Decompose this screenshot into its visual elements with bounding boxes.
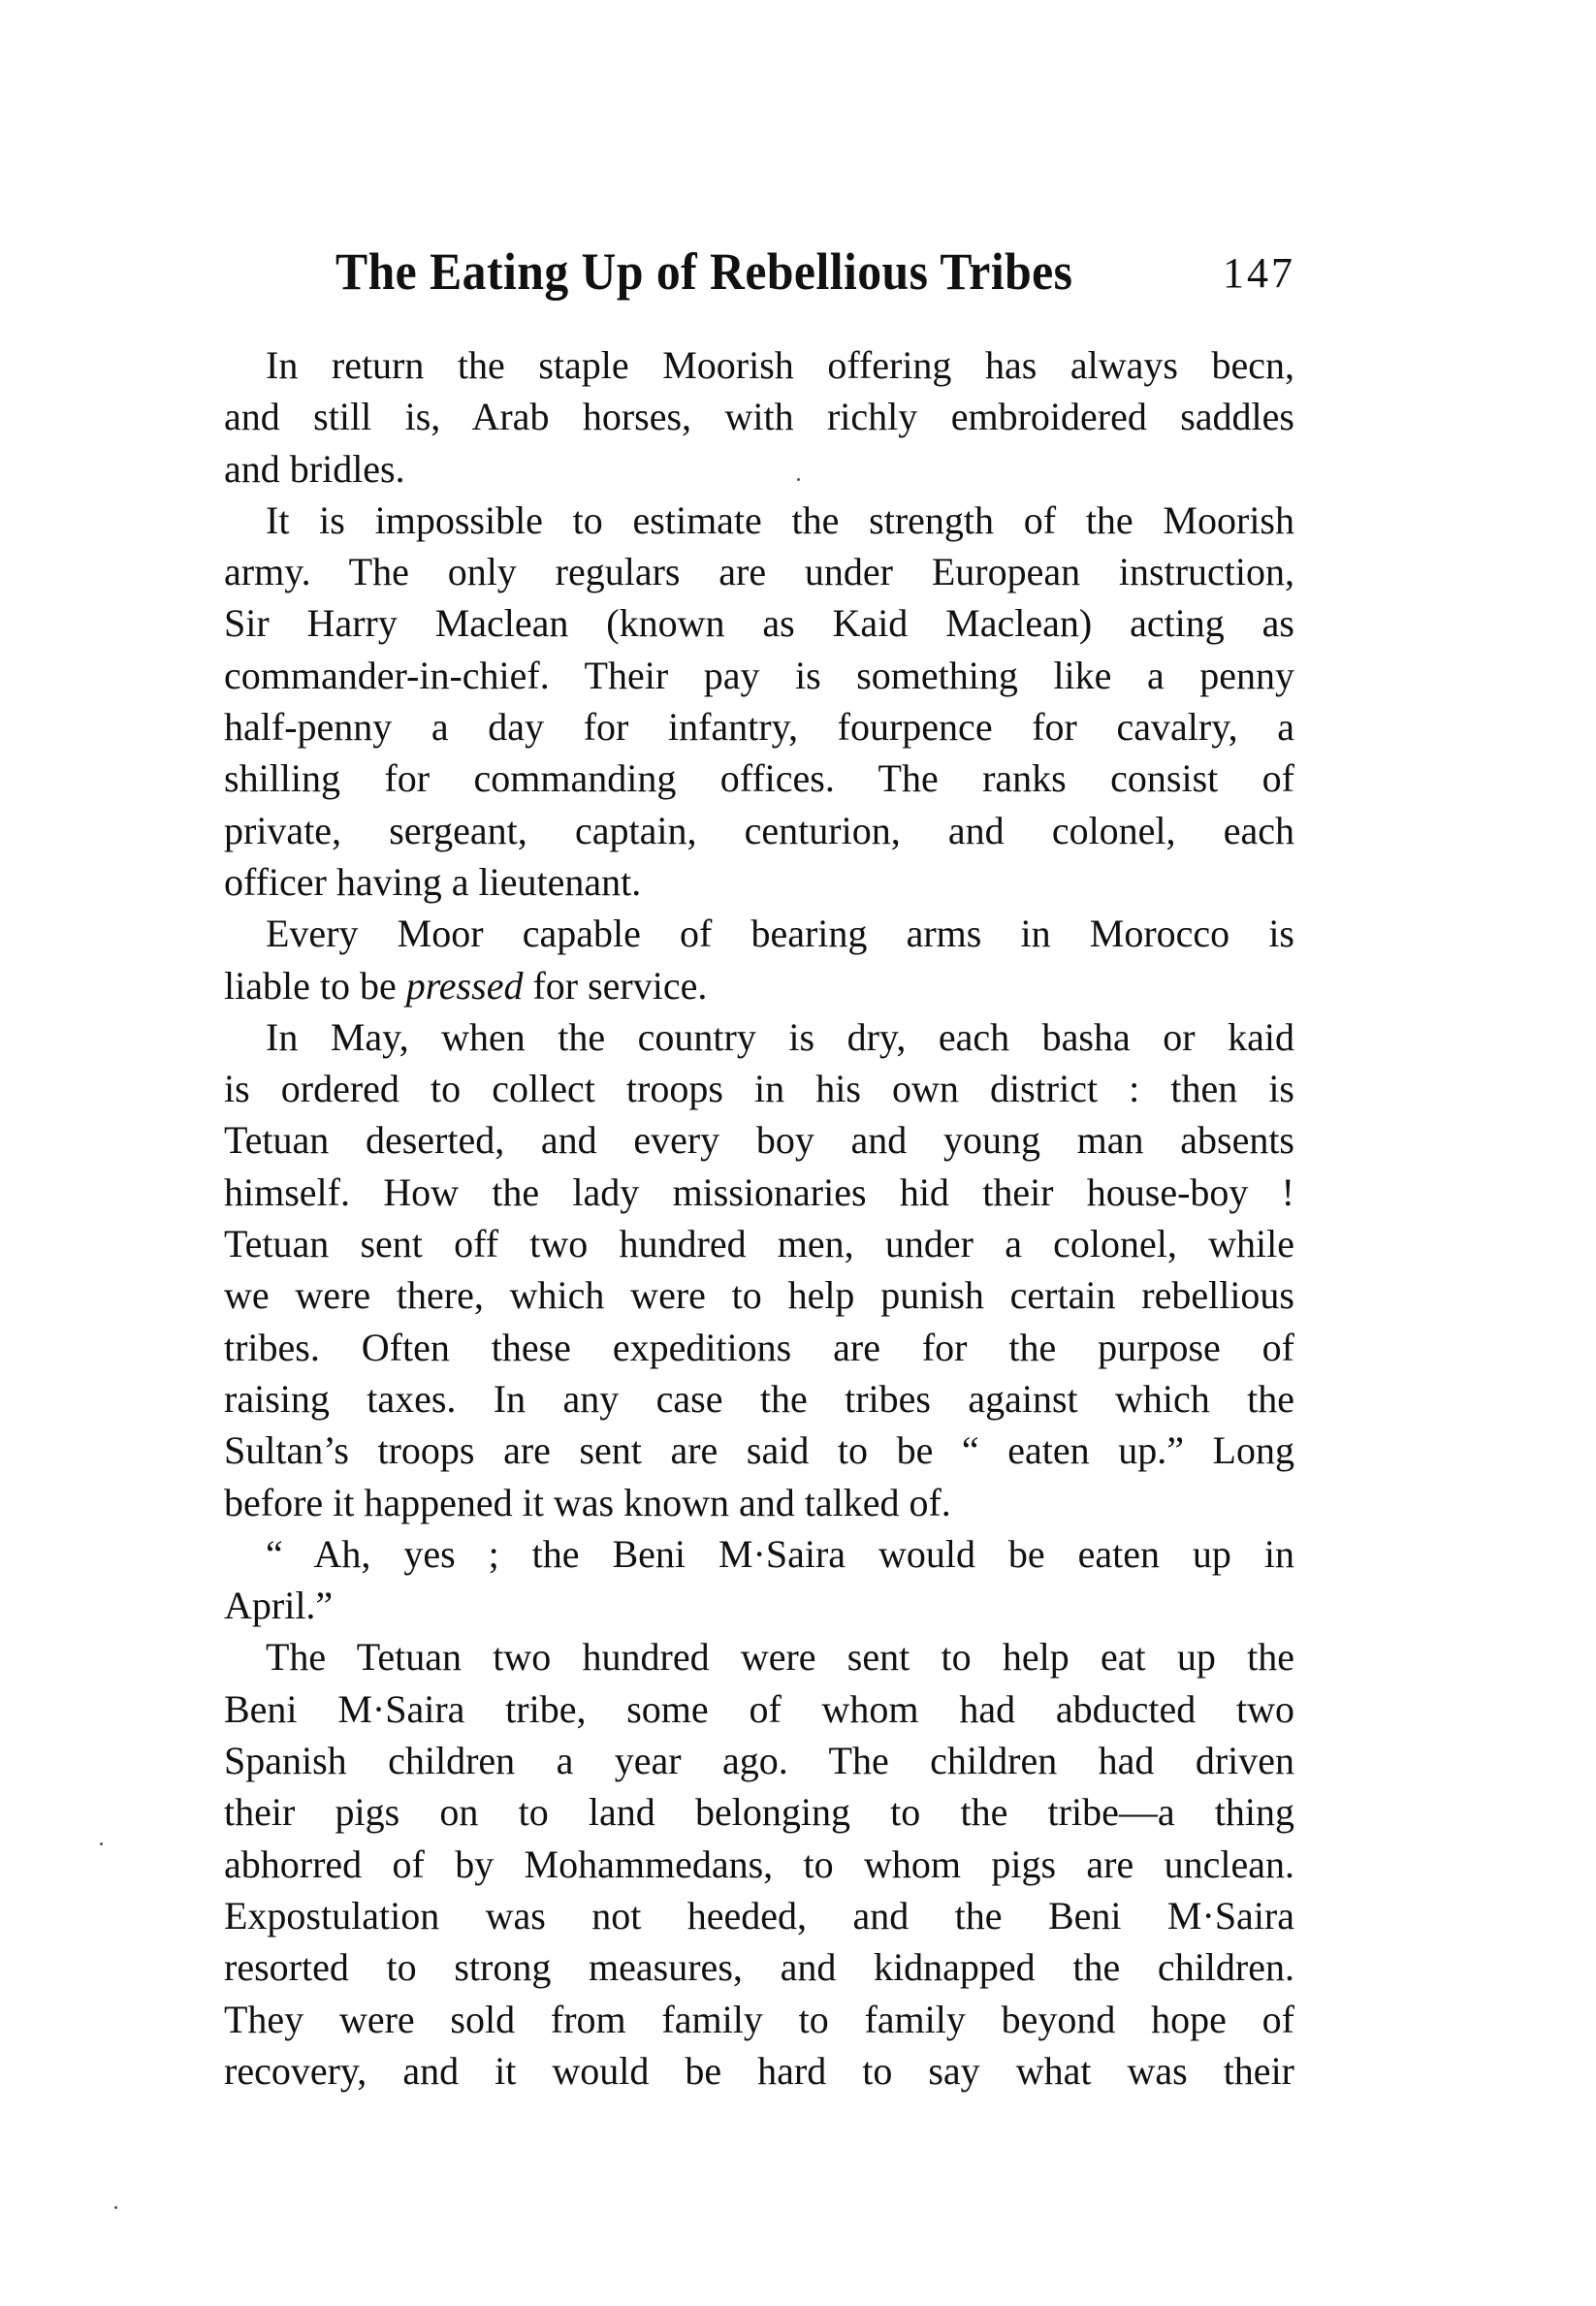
text-line: Tetuan deserted, and every boy and young man absents	[224, 1118, 1294, 1163]
text-line: Sultan’s troops are sent are said to be “ eaten up.” Long	[224, 1428, 1294, 1473]
text-line: Every Moor capable of bearing arms in Morocco is	[266, 912, 1294, 956]
text-line: tribes. Often these expeditions are for the purpose of	[224, 1325, 1294, 1369]
body-text	[224, 339, 1294, 2097]
stray-mark	[797, 478, 800, 481]
text-line: we were there, which were to help punish certain rebellious	[224, 1273, 1294, 1318]
text-line: They were sold from family to family beyond hope of	[224, 1997, 1294, 2041]
text-segment: for service.	[523, 963, 708, 1008]
text-line: commander-in-chief. Their pay is something like a penny	[224, 653, 1294, 697]
text-line: “ Ah, yes ; the Beni M·Saira would be eaten up in	[266, 1531, 1294, 1576]
page-number: 147	[1223, 249, 1295, 297]
text-line: before it happened it was known and talked of.	[224, 1480, 951, 1524]
text-line: himself. How the lady missionaries hid their house-boy !	[224, 1169, 1294, 1214]
text-line: is ordered to collect troops in his own district : then is	[224, 1067, 1294, 1111]
text-line: officer having a lieutenant.	[224, 859, 642, 904]
text-line: private, sergeant, captain, centurion, and colonel, each	[224, 808, 1294, 852]
text-line	[224, 960, 1294, 1011]
text-line: In May, when the country is dry, each basha or kaid	[266, 1014, 1294, 1059]
text-line: abhorred of by Mohammedans, to whom pigs are unclean.	[224, 1842, 1294, 1886]
text-line: Spanish children a year ago. The children had driven	[224, 1739, 1294, 1783]
text-line: recovery, and it would be hard to say what was their	[224, 2048, 1294, 2093]
text-line: The Tetuan two hundred were sent to help eat up the	[266, 1635, 1294, 1680]
running-head	[335, 240, 1295, 303]
text-line: Expostulation was not heeded, and the Beni M·Saira	[224, 1893, 1294, 1938]
text-line: resorted to strong measures, and kidnapped the children.	[224, 1945, 1294, 1990]
text-segment: liable to be	[224, 963, 406, 1008]
text-line: In return the staple Moorish offering has always becn,	[266, 343, 1294, 387]
stray-mark	[100, 1842, 103, 1845]
running-title: The Eating Up of Rebellious Tribes	[335, 242, 1073, 301]
text-line: raising taxes. In any case the tribes against which the	[224, 1376, 1294, 1421]
text-line: Tetuan sent off two hundred men, under a colonel, while	[224, 1222, 1294, 1266]
text-line: It is impossible to estimate the strength of the Moorish	[266, 497, 1294, 542]
text-line: April.”	[224, 1584, 334, 1628]
stray-mark	[114, 2206, 117, 2209]
text-line: shilling for commanding offices. The ranks consist of	[224, 756, 1294, 801]
text-line: Sir Harry Maclean (known as Kaid Maclean) acting as	[224, 601, 1294, 646]
text-line: half-penny a day for infantry, fourpence for cavalry, a	[224, 705, 1294, 750]
italic-word: pressed	[405, 963, 524, 1008]
text-line: Beni M·Saira tribe, some of whom had abducted two	[224, 1686, 1294, 1731]
text-line: army. The only regulars are under European instruction,	[224, 550, 1294, 594]
text-line: their pigs on to land belonging to the tribe—a thing	[224, 1790, 1294, 1835]
text-line: and bridles.	[224, 446, 405, 491]
text-line: and still is, Arab horses, with richly embroidered saddles	[224, 395, 1294, 439]
